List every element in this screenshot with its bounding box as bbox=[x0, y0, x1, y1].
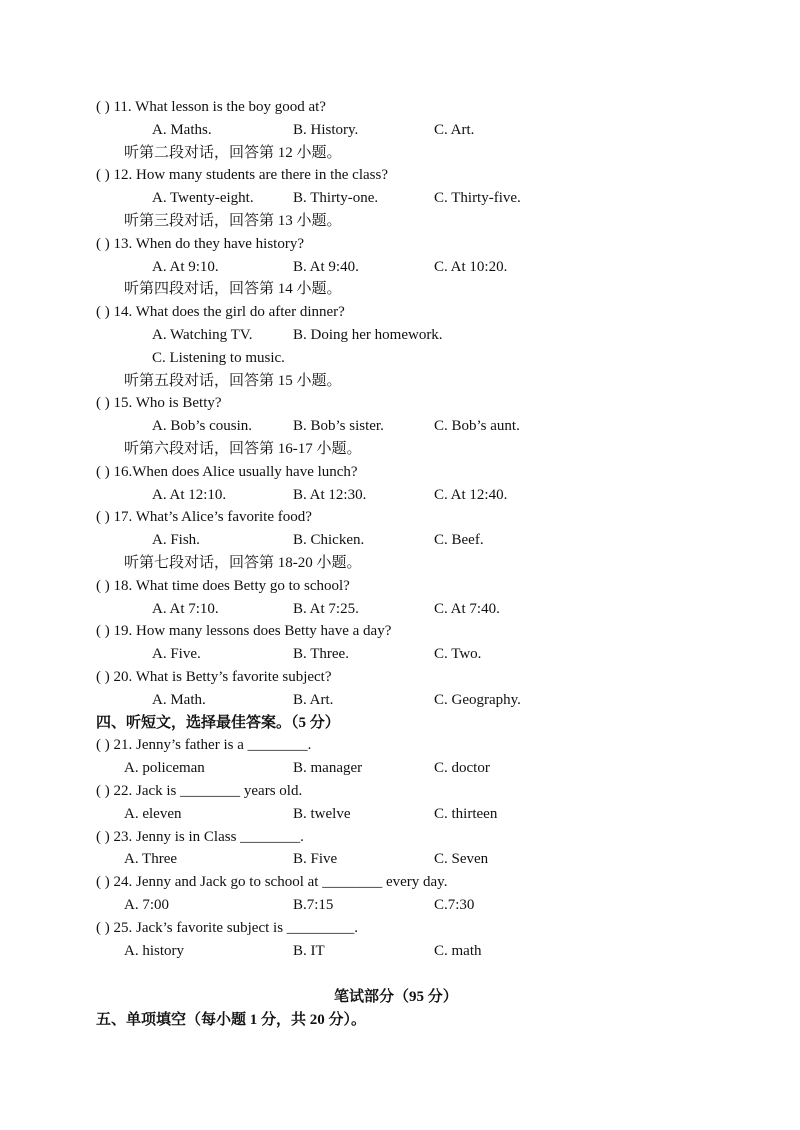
option-c: C.7:30 bbox=[434, 897, 475, 913]
listening-instruction: 听第四段对话，回答第 14 小题。 bbox=[124, 281, 342, 298]
option-b: B. Thirty-one. bbox=[293, 190, 379, 207]
option-c: C. math bbox=[434, 942, 482, 959]
option-a: A. eleven bbox=[124, 805, 182, 822]
listening-instruction: 听第六段对话，回答第 16-17 小题。 bbox=[124, 441, 362, 457]
option-a: A. Fish. bbox=[152, 532, 200, 549]
question-17: ( ) 17. What’s Alice’s favorite food? bbox=[96, 509, 312, 526]
question-21: ( ) 21. Jenny’s father is a ________. bbox=[96, 737, 312, 754]
question-13: ( ) 13. When do they have history? bbox=[96, 235, 305, 252]
listening-instruction: 听第二段对话，回答第 12 小题。 bbox=[124, 144, 342, 161]
question-20: ( ) 20. What is Betty’s favorite subject? bbox=[96, 669, 332, 685]
option-a: A. Three bbox=[124, 851, 178, 868]
listening-instruction: 听第七段对话，回答第 18-20 小题。 bbox=[124, 555, 362, 571]
option-b: B. Bob’s sister. bbox=[293, 418, 384, 435]
question-14: ( ) 14. What does the girl do after dinner? bbox=[96, 304, 345, 321]
option-a: A. At 9:10. bbox=[152, 258, 219, 275]
option-c: C. Beef. bbox=[434, 532, 484, 549]
option-c: C. Geography. bbox=[434, 691, 521, 708]
option-c: C. Two. bbox=[434, 646, 482, 663]
option-b: B. manager bbox=[293, 760, 363, 777]
question-19: ( ) 19. How many lessons does Betty have a day? bbox=[96, 623, 392, 640]
option-b: B. twelve bbox=[293, 805, 351, 822]
section-heading: 四、听短文，选择最佳答案。（5 分） bbox=[96, 714, 340, 731]
option-a: A. Maths. bbox=[152, 121, 212, 138]
option-a: A. Math. bbox=[152, 691, 206, 708]
question-23: ( ) 23. Jenny is in Class ________. bbox=[96, 828, 304, 845]
option-b: B. Five bbox=[293, 851, 338, 868]
listening-instruction: 听第三段对话，回答第 13 小题。 bbox=[124, 213, 342, 229]
question-18: ( ) 18. What time does Betty go to school? bbox=[96, 577, 350, 594]
option-a: A. policeman bbox=[124, 760, 205, 777]
option-c: C. At 7:40. bbox=[434, 600, 500, 617]
option-a: A. Watching TV. bbox=[152, 327, 253, 343]
question-16: ( ) 16.When does Alice usually have lunch? bbox=[96, 463, 358, 480]
written-part-title: 笔试部分（95 分） bbox=[334, 989, 458, 1005]
option-c: C. Seven bbox=[434, 851, 489, 868]
option-a: A. At 7:10. bbox=[152, 600, 219, 617]
option-c: C. At 10:20. bbox=[434, 258, 508, 275]
listening-instruction: 听第五段对话，回答第 15 小题。 bbox=[124, 372, 342, 389]
option-a: A. 7:00 bbox=[124, 897, 169, 913]
question-24: ( ) 24. Jenny and Jack go to school at ________ every day. bbox=[96, 874, 448, 891]
option-b: B. Art. bbox=[293, 691, 334, 708]
option-a: A. At 12:10. bbox=[152, 486, 227, 503]
question-22: ( ) 22. Jack is ________ years old. bbox=[96, 783, 303, 799]
option-c: C. At 12:40. bbox=[434, 486, 508, 503]
option-a: A. Twenty-eight. bbox=[152, 190, 254, 207]
option-c: C. Thirty-five. bbox=[434, 190, 521, 207]
option-c: C. doctor bbox=[434, 760, 490, 777]
option-b: B. Chicken. bbox=[293, 532, 365, 549]
question-11: ( ) 11. What lesson is the boy good at? bbox=[96, 99, 326, 115]
option-b: B. Three. bbox=[293, 646, 349, 663]
option-c: C. Listening to music. bbox=[152, 349, 285, 366]
section-heading: 五、单项填空（每小题 1 分，共 20 分）。 bbox=[96, 1012, 367, 1028]
option-b: B. At 9:40. bbox=[293, 258, 359, 275]
option-b: B.7:15 bbox=[293, 897, 334, 913]
option-b: B. At 12:30. bbox=[293, 486, 367, 503]
option-c: C. Bob’s aunt. bbox=[434, 418, 520, 435]
option-a: A. history bbox=[124, 942, 184, 959]
question-25: ( ) 25. Jack’s favorite subject is _________. bbox=[96, 919, 359, 936]
option-b: B. Doing her homework. bbox=[293, 327, 443, 343]
option-b: B. IT bbox=[293, 942, 325, 959]
option-b: B. At 7:25. bbox=[293, 600, 359, 617]
option-b: B. History. bbox=[293, 121, 359, 138]
option-a: A. Five. bbox=[152, 646, 201, 663]
question-12: ( ) 12. How many students are there in the class? bbox=[96, 167, 388, 184]
question-15: ( ) 15. Who is Betty? bbox=[96, 395, 222, 412]
option-a: A. Bob’s cousin. bbox=[152, 418, 253, 435]
option-c: C. thirteen bbox=[434, 805, 498, 822]
option-c: C. Art. bbox=[434, 121, 475, 138]
